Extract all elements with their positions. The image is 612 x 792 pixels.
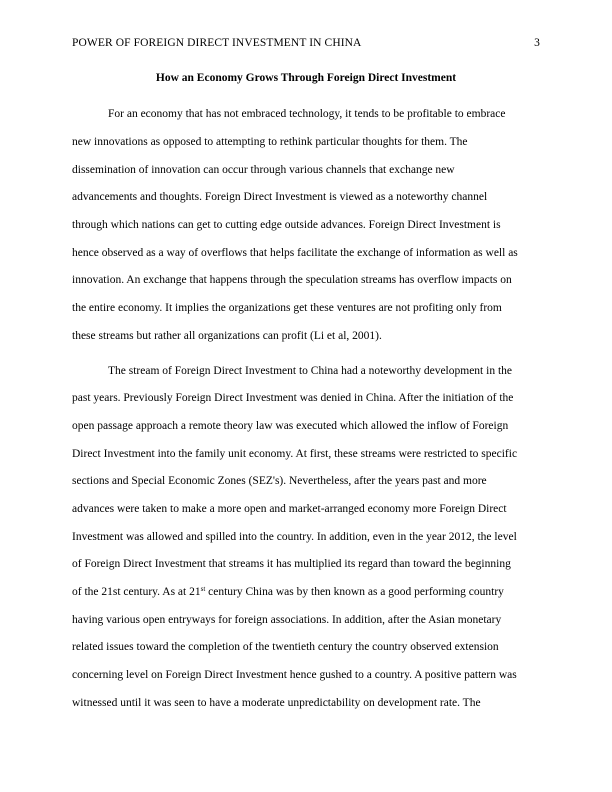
paragraph-1-line: advancements and thoughts. Foreign Direct Investment is viewed as a noteworthy channel [72,191,488,203]
paragraph-2-line: witnessed until it was seen to have a moderate unpredictability on development rate. The [72,697,481,709]
paragraph-2-line: of Foreign Direct Investment that streams it has multiplied its regard than toward the beginning [72,558,511,570]
line-text: of the 21st century. As at 21 [72,586,201,598]
paragraph-2-line: concerning level on Foreign Direct Investment hence gushed to a country. A positive pattern was [72,669,517,681]
paragraph-1-line: For an economy that has not embraced technology, it tends to be profitable to embrace [108,108,506,120]
section-title: How an Economy Grows Through Foreign Direct Investment [155,72,457,84]
paragraph-1-line: these streams but rather all organizations can profit (Li et al, 2001). [72,330,382,342]
paragraph-2-line: advances were taken to make a more open and market-arranged economy more Foreign Direct [72,503,507,515]
paragraph-1-line: through which nations can get to cutting edge outside advances. Foreign Direct Investment is [72,219,501,231]
paragraph-2-line: sections and Special Economic Zones (SEZ's). Nevertheless, after the years past and more [72,475,487,487]
paragraph-2-line [72,585,504,599]
paragraph-1-line: hence observed as a way of overflows that helps facilitate the exchange of information as well as [72,247,518,259]
running-head: POWER OF FOREIGN DIRECT INVESTMENT IN CHINA [72,37,362,49]
paragraph-2-line: Direct Investment into the family unit economy. At first, these streams were restricted to specific [72,448,518,460]
paragraph-2-line: The stream of Foreign Direct Investment to China had a noteworthy development in the [108,365,512,377]
line-text: century China was by then known as a good performing country [205,586,504,598]
page-number: 3 [534,37,540,49]
paragraph-2-line: related issues toward the completion of the twentieth century the country observed extension [72,641,499,653]
paragraph-1-line: innovation. An exchange that happens through the speculation streams has overflow impacts on [72,274,512,286]
paragraph-2-line: having various open entryways for foreign associations. In addition, after the Asian monetary [72,614,502,626]
page-header [72,37,540,49]
paragraph-2-line: past years. Previously Foreign Direct Investment was denied in China. After the initiation of the [72,392,514,404]
paragraph-1-line: the entire economy. It implies the organizations get these ventures are not profiting only from [72,302,502,314]
paragraph-1-line: new innovations as opposed to attempting to rethink particular thoughts for them. The [72,136,468,148]
ordinal-superscript: st [200,585,206,593]
paragraph-2-line: open passage approach a remote theory law was executed which allowed the inflow of Foreign [72,420,509,432]
paragraph-1-line: dissemination of innovation can occur through various channels that exchange new [72,164,455,176]
paragraph-2-line: Investment was allowed and spilled into the country. In addition, even in the year 2012, the level [72,531,517,543]
